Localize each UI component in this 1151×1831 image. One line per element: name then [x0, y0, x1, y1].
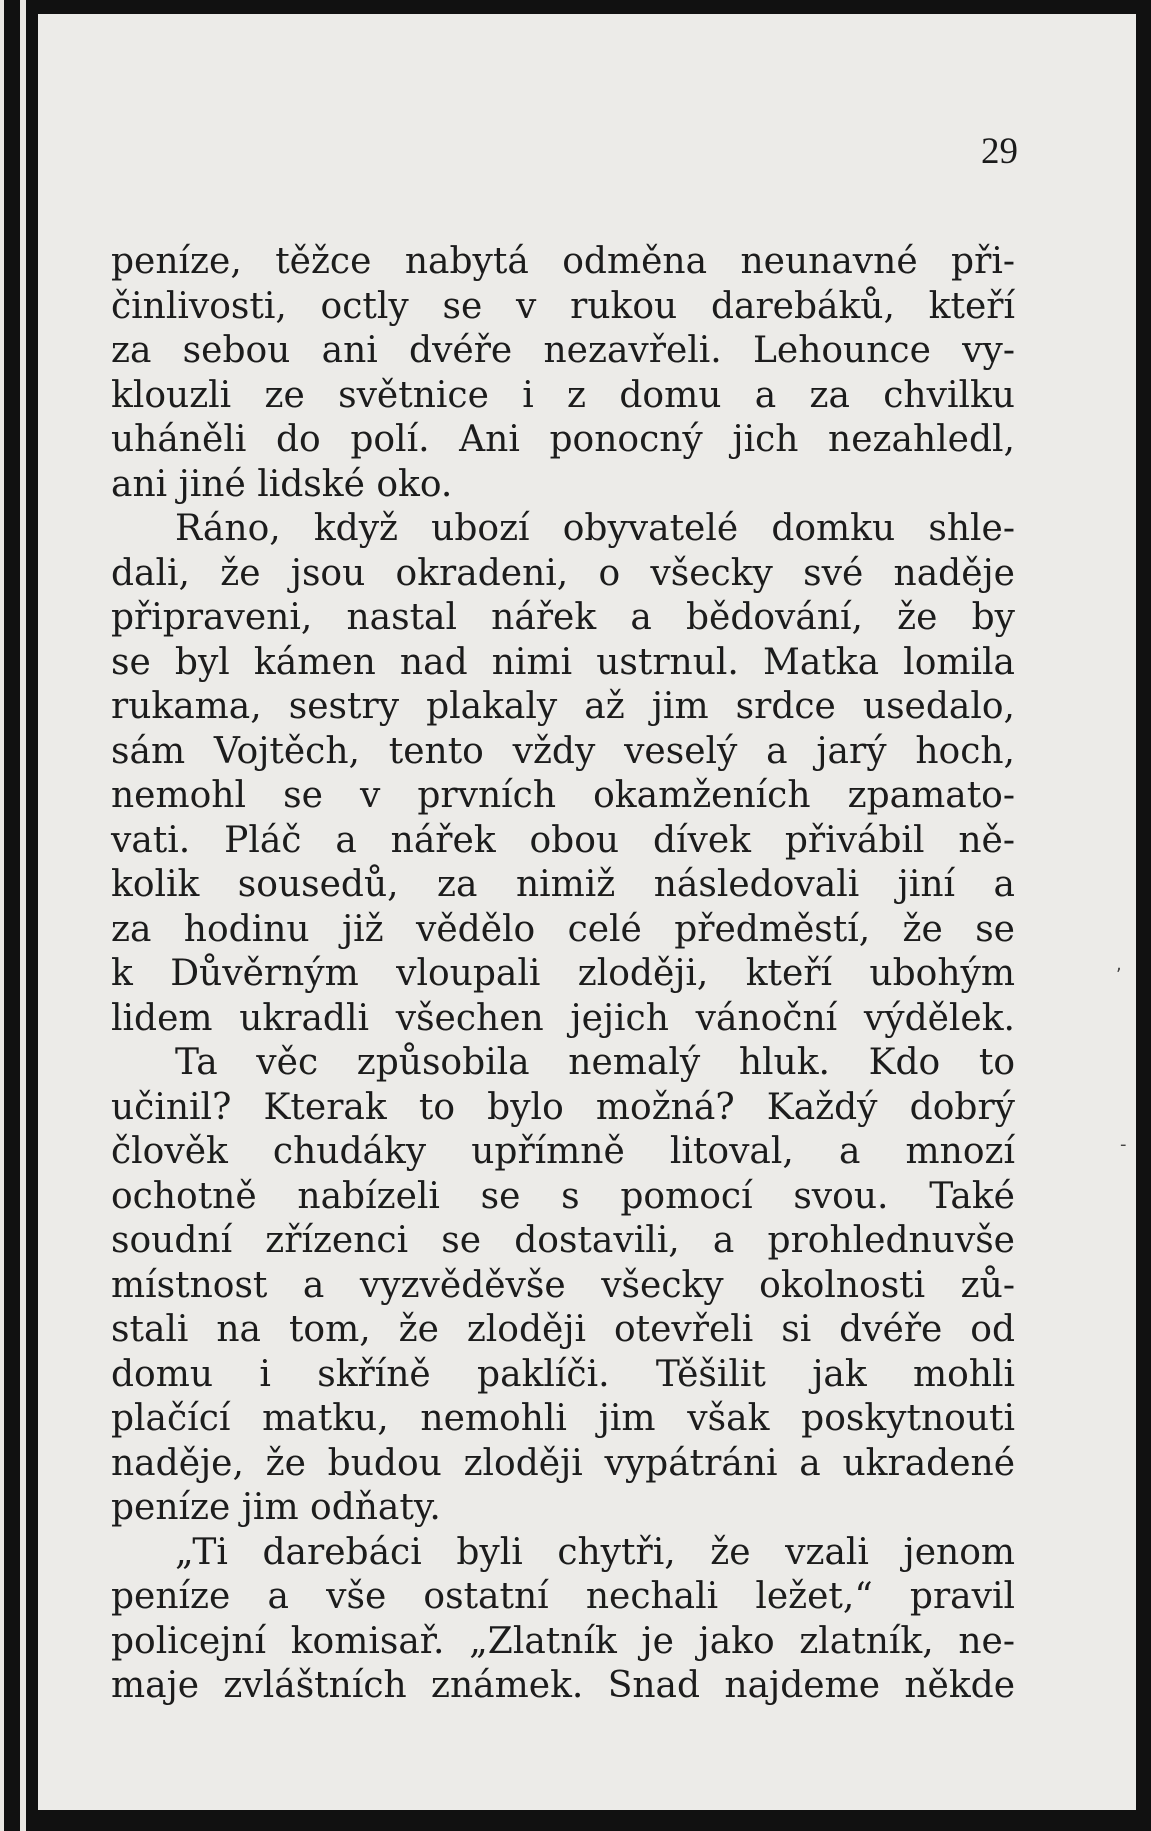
- text-line: soudní zřízenci se dostavili, a prohlednuvše: [111, 1220, 1015, 1261]
- text-line: Ráno, když ubozí obyvatelé domku shle-: [175, 508, 1015, 549]
- text-line: peníze, těžce nabytá odměna neunavné při-: [111, 241, 1015, 282]
- text-line: vati. Pláč a nářek obou dívek přivábil ně-: [111, 819, 1015, 861]
- text-line: činlivosti, octly se v rukou darebáků, kteří: [111, 285, 1015, 327]
- text-line: za hodinu již vědělo celé předměstí, že se: [111, 908, 1015, 950]
- text-line: se byl kámen nad nimi ustrnul. Matka lomila: [111, 641, 1015, 683]
- text-line: plačící matku, nemohli jim však poskytnouti: [111, 1398, 1015, 1439]
- text-line: policejní komisař. „Zlatník je jako zlatník, ne-: [111, 1620, 1015, 1662]
- margin-speck: ,: [1116, 954, 1122, 975]
- text-line: nemohl se v prvních okamženích zpamato-: [111, 775, 1015, 816]
- text-line: domu i skříně paklíči. Těšilit jak mohli: [111, 1353, 1015, 1395]
- text-line: ani jiné lidské oko.: [111, 463, 453, 505]
- text-line: připraveni, nastal nářek a bědování, že by: [111, 597, 1015, 638]
- text-line: rukama, sestry plakaly až jim srdce usedalo,: [111, 686, 1015, 727]
- text-line: maje zvláštních známek. Snad najdeme někde: [111, 1665, 1015, 1706]
- text-line: člověk chudáky upřímně litoval, a mnozí: [111, 1131, 1015, 1172]
- text-line: za sebou ani dvéře nezavřeli. Lehounce vy-: [111, 330, 1015, 371]
- page-sheet: [38, 14, 1136, 1810]
- text-line: lidem ukradli všechen jejich vánoční výdělek.: [111, 997, 1015, 1039]
- text-line: uháněli do polí. Ani ponocný jich nezahledl,: [111, 419, 1015, 460]
- page-number: 29: [981, 131, 1018, 172]
- text-line: kolik sousedů, za nimiž následovali jiní a: [111, 864, 1015, 905]
- text-line: „Ti darebáci byli chytři, že vzali jenom: [175, 1531, 1015, 1573]
- text-line: ochotně nabízeli se s pomocí svou. Také: [111, 1175, 1015, 1217]
- text-line: klouzli ze světnice i z domu a za chvilku: [111, 374, 1015, 416]
- text-line: k Důvěrným vloupali zloději, kteří ubohým: [111, 953, 1015, 994]
- text-line: dali, že jsou okradeni, o všecky své naděje: [111, 552, 1015, 594]
- text-line: peníze a vše ostatní nechali ležet,“ pravil: [111, 1576, 1015, 1617]
- body-text: [111, 240, 1015, 1709]
- text-line: Ta věc způsobila nemalý hluk. Kdo to: [175, 1042, 1015, 1083]
- adjacent-page-edge: [0, 0, 26, 1831]
- text-line: naděje, že budou zloději vypátráni a ukradené: [111, 1442, 1015, 1484]
- binding-shadow: [4, 0, 20, 1831]
- text-line: stali na tom, že zloději otevřeli si dvéře od: [111, 1309, 1015, 1350]
- margin-speck: -: [1120, 1134, 1127, 1155]
- text-line: sám Vojtěch, tento vždy veselý a jarý hoch,: [111, 730, 1015, 772]
- text-line: učinil? Kterak to bylo možná? Každý dobrý: [111, 1086, 1015, 1128]
- text-line: místnost a vyzvěděvše všecky okolnosti zů-: [111, 1264, 1015, 1306]
- text-line: peníze jim odňaty.: [111, 1487, 441, 1528]
